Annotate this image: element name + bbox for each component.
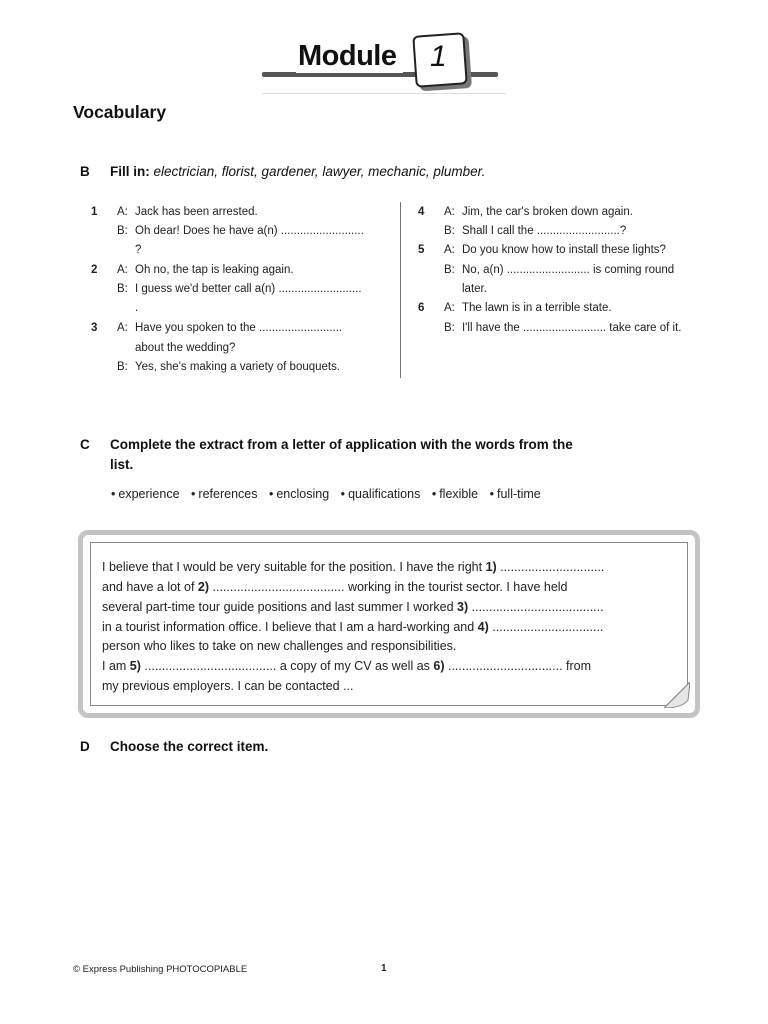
section-b-word-list: electrician, florist, gardener, lawyer, mechanic, plumber.: [153, 164, 486, 179]
bullet: •: [431, 487, 437, 501]
bullet: •: [489, 487, 494, 501]
letter-line: and have a lot of 2) ...................................... working in the tourist sector. I have held: [102, 580, 568, 594]
exercise-line: about the wedding?: [135, 342, 236, 354]
exercise-speaker: B:: [117, 361, 128, 373]
exercise-number: 1: [91, 206, 98, 218]
module-number: 1: [430, 40, 447, 73]
word-list: [111, 487, 541, 501]
word-list-item: references: [198, 487, 258, 501]
exercise-speaker: A:: [117, 264, 128, 276]
column-divider: [400, 202, 401, 378]
exercise-line: I'll have the .......................... take care of it.: [462, 322, 682, 334]
section-c-instruction-line1: Complete the extract from a letter of application with the words from the: [110, 437, 573, 452]
exercise-line: Oh no, the tap is leaking again.: [135, 264, 294, 276]
exercise-number: 4: [418, 206, 425, 218]
exercise-line: I guess we'd better call a(n) ..........................: [135, 283, 362, 295]
module-title: Module: [296, 40, 403, 73]
gap-number: 4): [477, 620, 489, 634]
section-c-instruction-line2: list.: [110, 457, 134, 472]
exercise-number: 6: [418, 302, 425, 314]
bullet: •: [340, 487, 346, 501]
letter-line: my previous employers. I can be contacted ...: [102, 679, 354, 693]
gap-number: 6): [433, 659, 445, 673]
bullet: •: [268, 487, 274, 501]
bullet: •: [111, 487, 116, 501]
exercise-line: Have you spoken to the ..........................: [135, 322, 343, 334]
bullet: •: [191, 487, 196, 501]
section-c-letter: C: [80, 437, 90, 452]
exercise-line: Do you know how to install these lights?: [462, 244, 666, 256]
exercise-line: Shall I call the ..........................?: [462, 225, 627, 237]
exercise-line: Jim, the car's broken down again.: [462, 206, 633, 218]
letter-line: in a tourist information office. I believe that I am a hard-working and 4) ................................: [102, 620, 604, 634]
letter-line: I am 5) ...................................... a copy of my CV as well as 6) ................................. from: [102, 659, 592, 673]
letter-line: person who likes to take on new challenges and responsibilities.: [102, 639, 457, 653]
exercise-number: 3: [91, 322, 98, 334]
exercise-line: The lawn is in a terrible state.: [462, 302, 612, 314]
exercise-line: No, a(n) .......................... is coming round: [462, 264, 675, 276]
gap-number: 2): [197, 580, 210, 594]
exercise-line: later.: [462, 283, 487, 295]
word-list-item: experience: [118, 487, 180, 501]
section-title: Vocabulary: [73, 102, 167, 122]
section-d-letter: D: [80, 739, 90, 754]
exercise-speaker: A:: [117, 322, 128, 334]
exercise-speaker: A:: [444, 244, 455, 256]
exercise-speaker: B:: [117, 283, 128, 295]
section-d-instruction: Choose the correct item.: [110, 739, 269, 754]
exercise-speaker: A:: [444, 206, 455, 218]
exercise-speaker: B:: [444, 264, 455, 276]
word-list-item: qualifications: [348, 487, 421, 501]
header-subline: [262, 93, 506, 94]
exercise-line: Yes, she's making a variety of bouquets.: [135, 361, 341, 373]
section-b-instruction-lead: Fill in:: [110, 164, 150, 179]
exercise-speaker: A:: [444, 302, 455, 314]
exercise-number: 5: [418, 244, 425, 256]
exercise-speaker: B:: [444, 322, 455, 334]
footer-copyright: © Express Publishing PHOTOCOPIABLE: [73, 964, 248, 975]
letter-line: several part-time tour guide positions and last summer I worked 3) ......................................: [102, 600, 604, 614]
exercise-line: Jack has been arrested.: [135, 206, 258, 218]
word-list-item: enclosing: [276, 487, 330, 501]
page-curl-icon: [664, 682, 690, 708]
exercise-speaker: B:: [117, 225, 128, 237]
exercise-number: 2: [91, 264, 98, 276]
word-list-item: full-time: [497, 487, 541, 501]
letter-line: I believe that I would be very suitable for the position. I have the right 1) ..............................: [102, 560, 605, 574]
section-b-instruction: [110, 164, 485, 179]
exercise-line: .: [135, 302, 139, 314]
page-number: 1: [381, 963, 387, 974]
exercise-line: Oh dear! Does he have a(n) ..........................: [135, 225, 364, 237]
exercise-speaker: A:: [117, 206, 128, 218]
word-list-item: flexible: [439, 487, 479, 501]
section-b-letter: B: [80, 164, 90, 179]
gap-number: 5): [129, 659, 141, 673]
exercise-speaker: B:: [444, 225, 455, 237]
exercise-line: ?: [135, 244, 142, 256]
gap-number: 3): [457, 600, 469, 614]
gap-number: 1): [485, 560, 497, 574]
